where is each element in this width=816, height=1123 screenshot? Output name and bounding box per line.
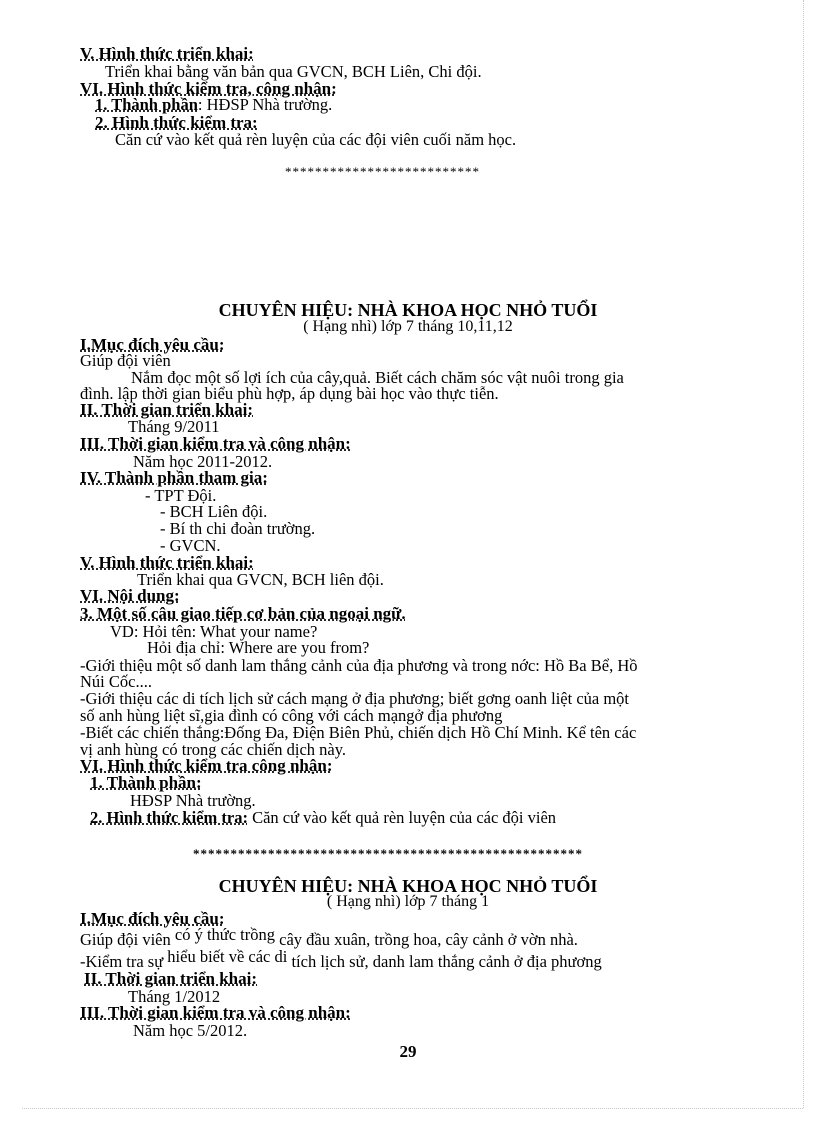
example-line: VD: Hỏi tên: What your name? bbox=[110, 622, 318, 641]
paragraph-line: đình. lập thời gian biểu phù hợp, áp dụng bài học vào thực tiễn. bbox=[80, 384, 499, 403]
section-title: CHUYÊN HIỆU: NHÀ KHOA HỌC NHỎ TUỔI bbox=[218, 300, 598, 320]
page-border-bottom bbox=[22, 1108, 803, 1109]
item-text: Căn cứ vào kết quả rèn luyện của các đội viên bbox=[252, 808, 557, 827]
separator-stars: ************************** bbox=[285, 164, 480, 179]
heading-deploy-time: II. Thời gian triển khai: bbox=[80, 400, 254, 419]
item-text: : HĐSP Nhà trường. bbox=[197, 95, 333, 114]
paragraph-line: vị anh hùng có trong các chiến dịch này. bbox=[80, 740, 347, 759]
section-v-text: Triển khai bằng văn bản qua GVCN, BCH Liên, Chi đội. bbox=[105, 62, 482, 81]
heading-deploy-form: V. Hình thức triển khai: bbox=[80, 553, 254, 572]
section-vi-item-1 bbox=[95, 96, 332, 113]
example-line: Hỏi địa chỉ: Where are you from? bbox=[147, 638, 370, 657]
deploy-form-text: Triển khai qua GVCN, BCH liên đội. bbox=[137, 570, 384, 589]
section-subtitle: ( Hạng nhì) lớp 7 tháng 1 bbox=[326, 893, 490, 910]
section-subtitle: ( Hạng nhì) lớp 7 tháng 10,11,12 bbox=[303, 318, 513, 335]
paragraph-line: số anh hùng liệt sĩ,gia đình có công với cách mạngở địa phương bbox=[80, 706, 503, 725]
heading-content: VI. Nội dung: bbox=[80, 586, 180, 605]
paragraph-line: Núi Cốc.... bbox=[80, 672, 152, 691]
section-vi-heading: VI. Hình thức kiểm tra, công nhận: bbox=[80, 79, 337, 98]
section-title: CHUYÊN HIỆU: NHÀ KHOA HỌC NHỎ TUỔI bbox=[218, 876, 598, 896]
separator-stars: **************************************************** bbox=[193, 846, 583, 861]
paragraph-line: -Giới thiệu một số danh lam thắng cảnh của địa phương và trong nớc: Hồ Ba Bể, Hồ bbox=[80, 656, 638, 675]
subheading-foreign-language: 3. Một số câu giao tiếp cơ bản của ngoại ngữ. bbox=[80, 604, 406, 623]
check-item-1-label: 1. Thành phần: bbox=[90, 773, 202, 792]
check-item-1-text: HĐSP Nhà trường. bbox=[130, 791, 256, 810]
section-vi-item-2-label: 2. Hình thức kiểm tra: bbox=[95, 113, 258, 132]
participant-item: - TPT Đội. bbox=[145, 486, 217, 505]
paragraph-line: -Biết các chiến thắng:Đống Đa, Điện Biên Phủ, chiến dịch Hồ Chí Minh. Kể tên các bbox=[80, 723, 637, 742]
heading-check-form: VI. Hình thức kiểm tra công nhận: bbox=[80, 756, 333, 775]
check-time-text: Năm học 5/2012. bbox=[133, 1021, 248, 1040]
page-border-right bbox=[803, 0, 804, 1108]
check-item-2 bbox=[90, 809, 556, 826]
paragraph-line: Nắm đọc một số lợi ích của cây,quả. Biết cách chăm sóc vật nuôi trong gia bbox=[131, 368, 624, 387]
heading-participants: IV. Thành phần tham gia: bbox=[80, 468, 268, 487]
heading-deploy-time: II. Thời gian triển khai: bbox=[84, 969, 258, 988]
paragraph-line: Giúp đội viên bbox=[80, 351, 171, 370]
item-label: 2. Hình thức kiểm tra: bbox=[90, 808, 248, 827]
section-vi-item-2-text: Căn cứ vào kết quả rèn luyện của các đội viên cuối năm học. bbox=[115, 130, 517, 149]
page-number: 29 bbox=[399, 1042, 417, 1061]
paragraph-line: -Giới thiệu các di tích lịch sử cách mạng ở địa phương; biết gơng oanh liệt của một bbox=[80, 689, 630, 708]
heading-check-time: III. Thời gian kiểm tra và công nhận: bbox=[80, 1003, 351, 1022]
participant-item: - GVCN. bbox=[160, 536, 221, 555]
participant-item: - BCH Liên đội. bbox=[160, 502, 268, 521]
participant-item: - Bí th chi đoàn trường. bbox=[160, 519, 316, 538]
paragraph-line: -Kiểm tra sự hiểu biết về các di tích lịch sử, danh lam thắng cảnh ở địa phương bbox=[80, 947, 602, 971]
heading-purpose: I.Mục đích yêu cầu: bbox=[80, 335, 225, 354]
heading-purpose: I.Mục đích yêu cầu: bbox=[80, 909, 225, 928]
section-v-heading: V. Hình thức triển khai: bbox=[80, 44, 254, 63]
check-time-text: Năm học 2011-2012. bbox=[133, 452, 273, 471]
deploy-time-text: Tháng 9/2011 bbox=[128, 417, 220, 436]
item-label: 1. Thành phần bbox=[95, 95, 198, 114]
paragraph-line: Giúp đội viên có ý thức trồng cây đầu xuân, trồng hoa, cây cảnh ở vờn nhà. bbox=[80, 925, 578, 949]
heading-check-time: III. Thời gian kiểm tra và công nhận: bbox=[80, 434, 351, 453]
deploy-time-text: Tháng 1/2012 bbox=[128, 987, 221, 1006]
